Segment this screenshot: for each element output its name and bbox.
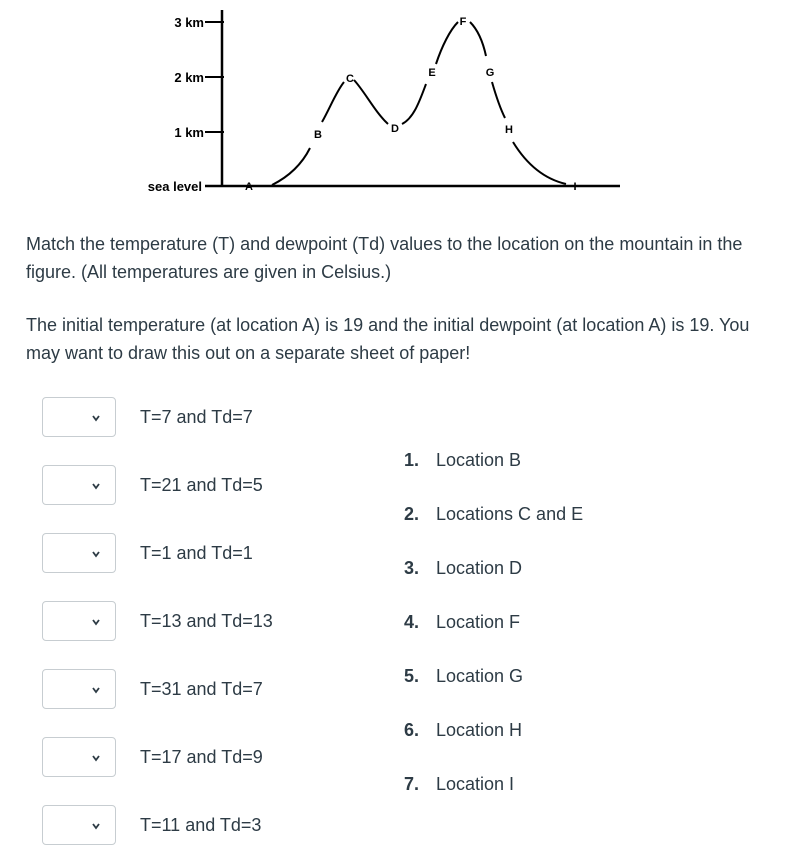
- answer-option: [404, 772, 514, 796]
- chevron-down-icon: [91, 617, 101, 627]
- point-f: F: [459, 16, 467, 28]
- answer-option: [404, 556, 522, 580]
- point-b: B: [314, 129, 322, 141]
- mountain-figure: [0, 0, 795, 200]
- match-label: T=11 and Td=3: [140, 815, 262, 835]
- chevron-down-icon: [91, 481, 101, 491]
- answer-select[interactable]: [42, 737, 116, 777]
- match-label: T=13 and Td=13: [140, 611, 273, 631]
- match-label: T=21 and Td=5: [140, 475, 263, 495]
- answer-label: Location B: [436, 450, 522, 470]
- match-label: T=17 and Td=9: [140, 747, 263, 767]
- point-i: I: [573, 181, 577, 193]
- answer-option: [404, 718, 522, 742]
- point-g: G: [485, 67, 495, 79]
- y-label-1km: 1 km: [174, 125, 204, 140]
- answer-select[interactable]: [42, 533, 116, 573]
- answer-number: 5.: [404, 666, 420, 686]
- answer-label: Location H: [436, 720, 523, 740]
- match-label: T=31 and Td=7: [140, 679, 263, 699]
- point-d: D: [391, 123, 399, 135]
- y-label-sea-level: sea level: [147, 179, 202, 194]
- match-label: T=1 and Td=1: [140, 543, 253, 563]
- answer-number: 4.: [404, 612, 420, 632]
- answer-select[interactable]: [42, 669, 116, 709]
- answer-label: Locations C and E: [436, 504, 584, 524]
- answer-option: [404, 448, 521, 472]
- answer-select[interactable]: [42, 601, 116, 641]
- answer-number: 3.: [404, 558, 420, 578]
- y-label-3km: 3 km: [174, 15, 204, 30]
- answer-number: 1.: [404, 450, 420, 470]
- answer-select[interactable]: [42, 805, 116, 845]
- chevron-down-icon: [91, 413, 101, 423]
- answer-label: Location G: [436, 666, 524, 686]
- answer-label: Location D: [436, 558, 523, 578]
- answer-select[interactable]: [42, 397, 116, 437]
- answer-option: [404, 502, 583, 526]
- chevron-down-icon: [91, 685, 101, 695]
- answer-select[interactable]: [42, 465, 116, 505]
- answer-option: [404, 664, 523, 688]
- point-h: H: [505, 124, 513, 136]
- answer-number: 6.: [404, 720, 420, 740]
- chevron-down-icon: [91, 821, 101, 831]
- answer-option: [404, 610, 520, 634]
- point-a: A: [245, 181, 253, 193]
- chevron-down-icon: [91, 753, 101, 763]
- y-label-2km: 2 km: [174, 70, 204, 85]
- question-instructions: Match the temperature (T) and dewpoint (Td) values to the location on the mountain in the figure. (All temperatures are given in Celsius.): [26, 234, 743, 282]
- mountain-profile: [272, 22, 566, 185]
- chevron-down-icon: [91, 549, 101, 559]
- answer-number: 7.: [404, 774, 420, 794]
- match-label: T=7 and Td=7: [140, 407, 253, 427]
- point-e: E: [428, 67, 436, 79]
- point-c: C: [346, 73, 354, 85]
- answer-label: Location F: [436, 612, 521, 632]
- answer-label: Location I: [436, 774, 515, 794]
- answer-number: 2.: [404, 504, 420, 524]
- question-initial-note: The initial temperature (at location A) is 19 and the initial dewpoint (at location A) is 19. You may want to draw this out on a separate sheet of paper!: [26, 315, 750, 363]
